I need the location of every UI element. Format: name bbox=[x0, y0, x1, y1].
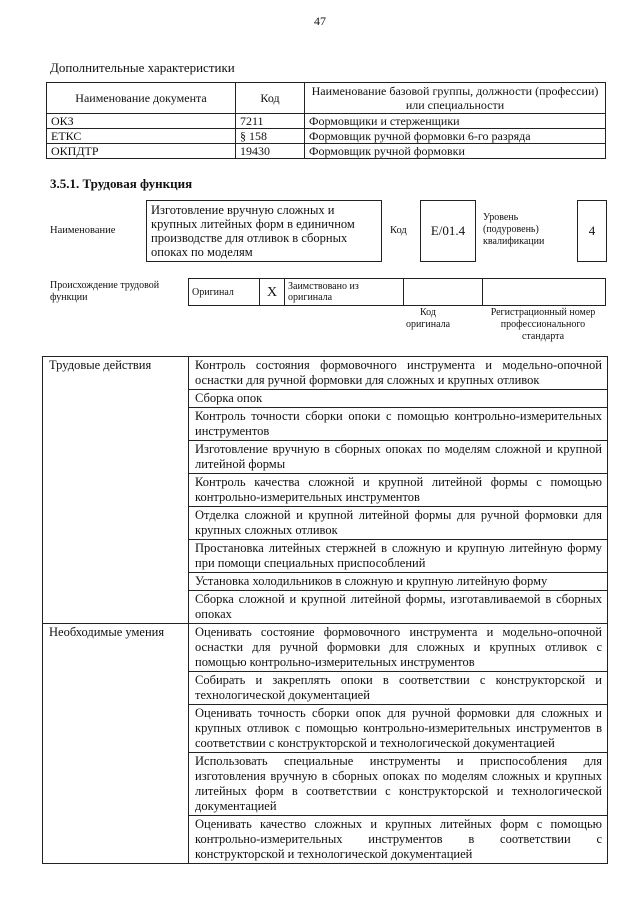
level-label: Уровень (подуровень) квалификации bbox=[483, 212, 545, 247]
table-row bbox=[47, 114, 606, 129]
original-label-cell: Оригинал bbox=[189, 279, 260, 306]
group-name-cell: Формовщик ручной формовки bbox=[305, 144, 606, 159]
name-label: Наименование bbox=[50, 225, 116, 236]
header-document-name: Наименование документа bbox=[47, 83, 236, 114]
code-label: Код bbox=[390, 225, 407, 236]
code-cell: 19430 bbox=[236, 144, 305, 159]
labor-action-item: Сборка опок bbox=[189, 390, 608, 408]
doc-name-cell: ОКПДТР bbox=[47, 144, 236, 159]
labor-action-item: Установка холодильников в сложную и крупную литейную форму bbox=[189, 573, 608, 591]
table-header-row bbox=[47, 83, 606, 114]
labor-action-item: Изготовление вручную в сборных опоках по моделям сложной и крупной литейной формы bbox=[189, 441, 608, 474]
header-code: Код bbox=[236, 83, 305, 114]
skills-label: Необходимые умения bbox=[43, 624, 189, 864]
code-cell: § 158 bbox=[236, 129, 305, 144]
function-name-box: Изготовление вручную сложных и крупных литейных форм в единичном производстве для отливок в сборных опоках по моделям bbox=[146, 200, 382, 262]
table-row bbox=[47, 129, 606, 144]
origin-table bbox=[188, 278, 606, 306]
reg-number-cell bbox=[483, 279, 606, 306]
code-original-cell bbox=[404, 279, 483, 306]
code-cell: 7211 bbox=[236, 114, 305, 129]
page-number: 47 bbox=[314, 14, 326, 28]
group-name-cell: Формовщик ручной формовки 6-го разряда bbox=[305, 129, 606, 144]
skill-item: Оценивать состояние формовочного инструмента и модельно-опочной оснастки для ручной формовки для сложных и крупных отливок с помощью контрольно-измерительных инструментов bbox=[189, 624, 608, 672]
origin-row bbox=[189, 279, 606, 306]
header-group-name: Наименование базовой группы, должности (профессии) или специальности bbox=[305, 83, 606, 114]
labor-function-heading: 3.5.1. Трудовая функция bbox=[50, 176, 193, 191]
additional-characteristics-title: Дополнительные характеристики bbox=[50, 60, 235, 75]
additional-characteristics-table bbox=[46, 82, 606, 159]
labor-action-item: Отделка сложной и крупной литейной формы для ручной формовки для крупных сложных отливок bbox=[189, 507, 608, 540]
reg-number-label: Регистрационный номер профессионального стандарта bbox=[490, 307, 596, 342]
skill-item: Оценивать точность сборки опок для ручной формовки для сложных и крупных отливок с помощью контрольно-измерительных инструментов в соответствии с конструкторской и технологической документацией bbox=[189, 705, 608, 753]
labor-action-item: Простановка литейных стержней в сложную и крупную литейную форму при помощи специальных приспособлений bbox=[189, 540, 608, 573]
borrowed-label-cell: Заимствовано из оригинала bbox=[285, 279, 404, 306]
group-name-cell: Формовщики и стерженщики bbox=[305, 114, 606, 129]
labor-actions-label: Трудовые действия bbox=[43, 357, 189, 624]
doc-name-cell: ЕТКС bbox=[47, 129, 236, 144]
skill-item: Оценивать качество сложных и крупных литейных форм с помощью контрольно-измерительных инструментов в соответствии с конструкторской и технологической документацией bbox=[189, 816, 608, 864]
labor-action-item: Контроль точности сборки опоки с помощью контрольно-измерительных инструментов bbox=[189, 408, 608, 441]
labor-function-table bbox=[42, 356, 608, 864]
origin-label: Происхождение трудовой функции bbox=[50, 280, 160, 303]
function-code-box: E/01.4 bbox=[420, 200, 476, 262]
labor-action-item: Контроль состояния формовочного инструмента и модельно-опочной оснастки для ручной формовки для сложных и крупных отливок bbox=[189, 357, 608, 390]
code-original-label: Код оригинала bbox=[405, 307, 451, 330]
qualification-level-box: 4 bbox=[577, 200, 607, 262]
skill-item: Собирать и закреплять опоки в соответствии с конструкторской и технологической документацией bbox=[189, 672, 608, 705]
labor-action-item: Сборка сложной и крупной литейной формы, изготавливаемой в сборных опоках bbox=[189, 591, 608, 624]
labor-action-item: Контроль качества сложной и крупной литейной формы с помощью контрольно-измерительных инструментов bbox=[189, 474, 608, 507]
skill-item: Использовать специальные инструменты и приспособления для изготовления вручную в сборных опоках по моделям сложных и крупных литейных форм в соответствии с конструкторской и технологической документацией bbox=[189, 753, 608, 816]
table-row bbox=[43, 357, 608, 390]
table-row bbox=[43, 624, 608, 672]
table-row bbox=[47, 144, 606, 159]
doc-name-cell: ОКЗ bbox=[47, 114, 236, 129]
original-mark-cell: X bbox=[260, 279, 285, 306]
